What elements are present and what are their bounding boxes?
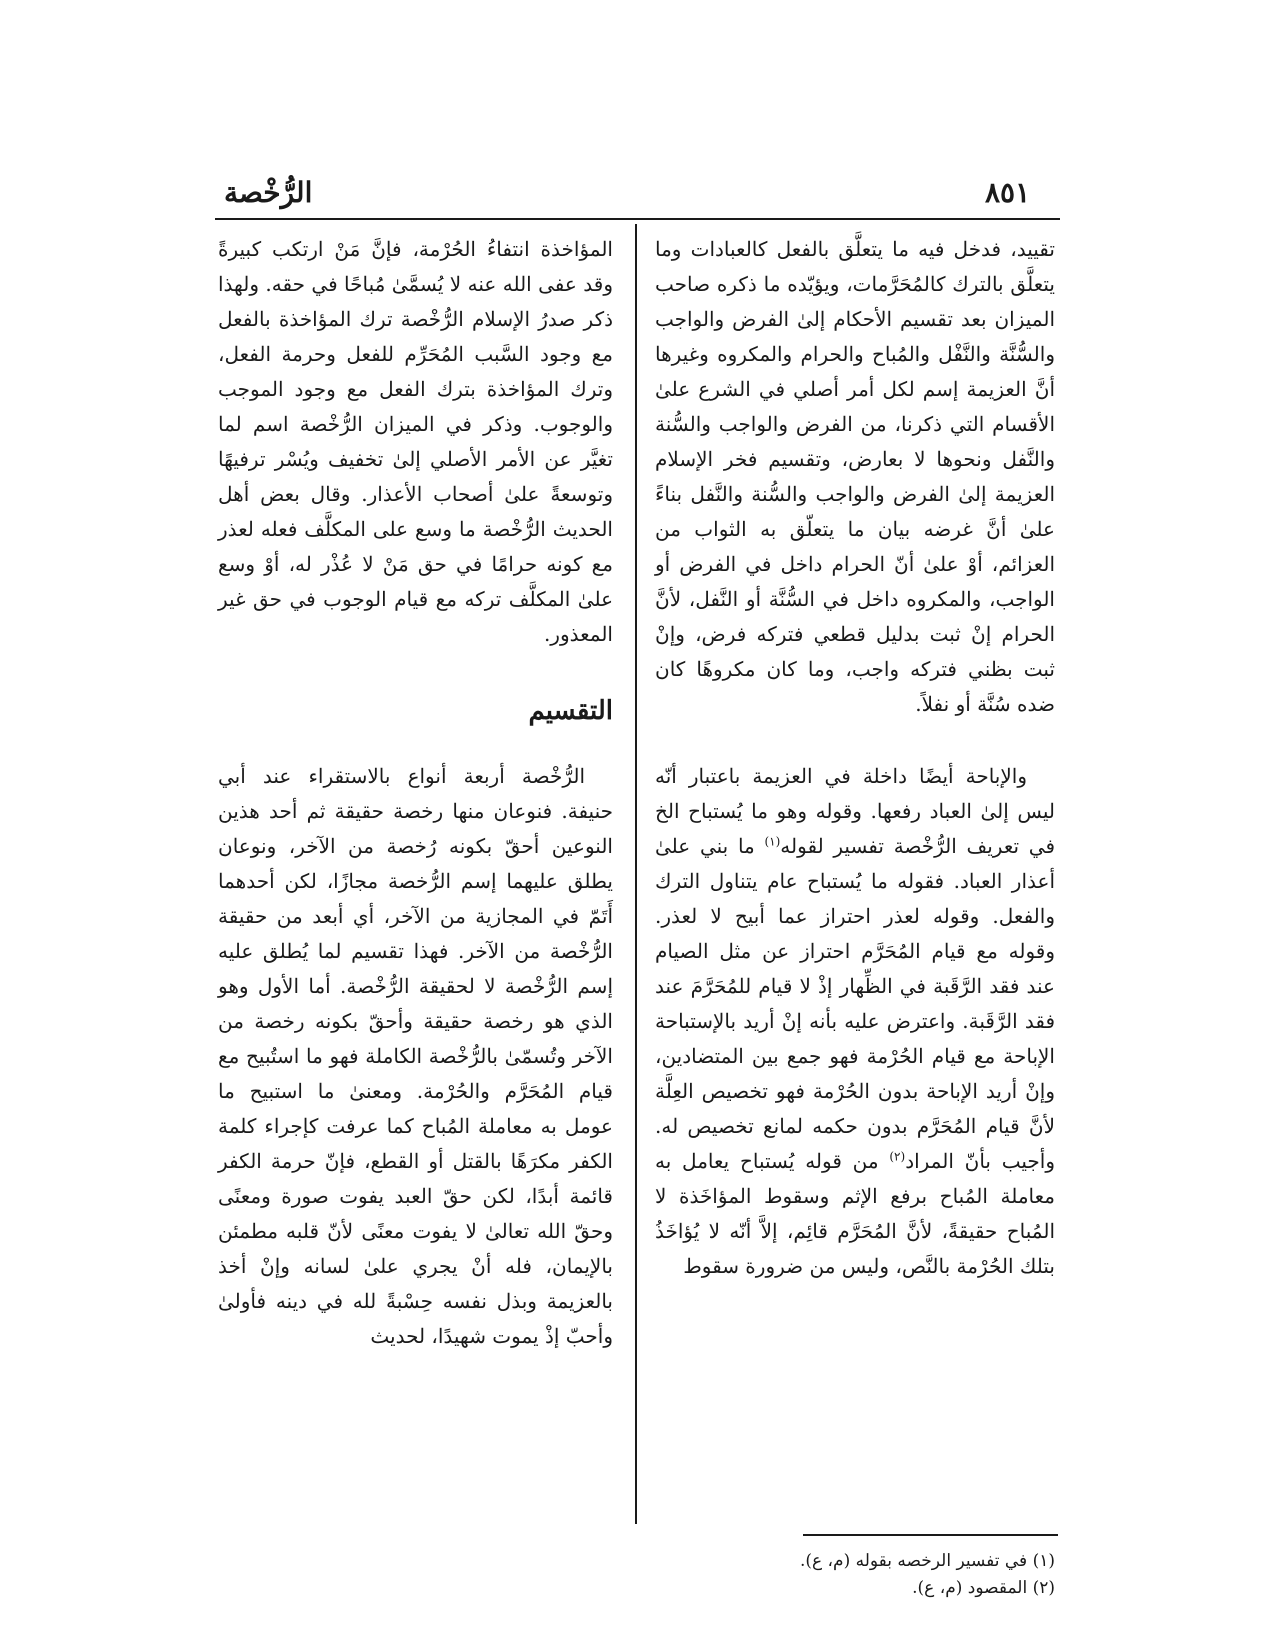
left-column (218, 232, 613, 1354)
right-paragraph-1: تقييد، فدخل فيه ما يتعلَّق بالفعل كالعبادات وما يتعلَّق بالترك كالمُحَرَّمات، ويؤيّده ما ذكره صاحب الميزان بعد تقسيم الأحكام إلىٰ الفرض والواجب والسُّنَّة والنَّفْل والمُباح والحرام والمكروه وغيرها أنَّ العزيمة إسم لكل أمر أصلي في الشرع علىٰ الأقسام التي ذكرنا، من الفرض والواجب والسُّنة والنَّفل ونحوها لا بعارض، وتقسيم فخر الإسلام العزيمة إلىٰ الفرض والواجب والسُّنة والنَّفل بناءً علىٰ أنَّ غرضه بيان ما يتعلّق به الثواب من العزائم، أوْ علىٰ أنّ الحرام داخل في الفرض أو الواجب، والمكروه داخل في السُّنَّة أو النَّفل، لأنَّ الحرام إنْ ثبت بدليل قطعي فتركه فرض، وإنْ ثبت بظني فتركه واجب، وما كان مكروهًا كان ضده سُنَّة أو نفلاً. (655, 237, 1055, 716)
right-column (655, 232, 1055, 1284)
running-title: الرُّخْصة (224, 176, 313, 209)
right-paragraph-2-part-2: ما بني علىٰ أعذار العباد. فقوله ما يُستباح عام يتناول الترك والفعل. وقوله لعذر احتراز عما أبيح لا لعذر. وقوله مع قيام المُحَرَّم احتراز عن مثل الصيام عند فقد الرَّقَبة في الظِّهار إذْ لا قيام للمُحَرَّمَ عند فقد الرَّقَبة. واعترض عليه بأنه إنْ أريد بالإستباحة الإباحة مع قيام الحُرْمة فهو جمع بين المتضادين، وإنْ أريد الإباحة بدون الحُرْمة فهو تخصيص العِلَّة لأنَّ قيام المُحَرَّم بدون حكمه لمانع تخصيص له. وأجيب بأنّ المراد (655, 834, 1056, 1173)
left-paragraph-1: المؤاخذة انتفاءُ الحُرْمة، فإنَّ مَنْ ارتكب كبيرةً وقد عفى الله عنه لا يُسمَّىٰ مُباحًا في حقه. ولهذا ذكر صدرُ الإسلام الرُّخْصة ترك المؤاخذة بالفعل مع وجود السَّبب المُحَرِّم للفعل وحرمة الفعل، وترك المؤاخذة بترك الفعل مع وجود الموجب والوجوب. وذكر في الميزان الرُّخْصة اسم لما تغيَّر عن الأمر الأصلي إلىٰ تخفيف ويُسْر ترفيهًا وتوسعةً علىٰ أصحاب الأعذار. وقال بعض أهل الحديث الرُّخْصة ما وسع على المكلَّف فعله لعذر مع كونه حرامًا في حق مَنْ لا عُذْر له، أوْ وسع علىٰ المكلَّف تركه مع قيام الوجوب في حق غير المعذور. (218, 237, 613, 646)
right-paragraph-2 (655, 759, 1055, 1284)
footnote-marker-2[interactable]: (٢) (889, 1149, 906, 1164)
footnote-rule (803, 1534, 1058, 1536)
footnotes (655, 1548, 1055, 1602)
footnote-2: (٢) المقصود (م، ع). (912, 1578, 1055, 1598)
footnote-marker-1[interactable]: (١) (764, 834, 781, 849)
section-heading: التقسيم (528, 696, 613, 726)
column-divider (635, 224, 637, 1524)
footnote-1: (١) في تفسير الرخصه بقوله (م، ع). (799, 1551, 1055, 1571)
paragraph-gap (655, 722, 1055, 759)
header-rule (215, 218, 1060, 220)
left-paragraph-2: الرُّخْصة أربعة أنواع بالاستقراء عند أبي حنيفة. فنوعان منها رخصة حقيقة ثم أحد هذين النوعين أحقّ بكونه رُخصة من الآخر، ونوعان يطلق عليهما إسم الرُّخصة مجازًا، لكن أحدهما أَتَمّ في المجازية من الآخر، أي أبعد من حقيقة الرُّخْصة من الآخر. فهذا تقسيم لما يُطلق عليه إسم الرُّخْصة لا لحقيقة الرُّخْصة. أما الأول وهو الذي هو رخصة حقيقة وأحقّ بكونه رخصة من الآخر وتُسمّىٰ بالرُّخْصة الكاملة فهو ما استُبيح مع قيام المُحَرَّم والحُرْمة. ومعنىٰ ما استبيح ما عومل به معاملة المُباح كما عرفت كإجراء كلمة الكفر مكرَهًا بالقتل أو القطع، فإنّ حرمة الكفر قائمة أبدًا، لكن حقّ العبد يفوت صورة ومعنًى وحقّ الله تعالىٰ لا يفوت معنًى لأنّ قلبه مطمئن بالإيمان، فله أنْ يجري علىٰ لسانه وإنْ أخذ بالعزيمة وبذل نفسه حِسْبةً لله في دينه فأولىٰ وأحبّ إذْ يموت شهيدًا، لحديث (218, 764, 613, 1348)
page-number: ٨٥١ (985, 176, 1031, 209)
right-paragraph-2-part-3: من قوله يُستباح يعامل به معاملة المُباح برفع الإثم وسقوط المؤاخَذة لا المُباح حقيقةً، لأنَّ المُحَرَّم قائِم، إلاَّ أنّه لا يُؤاخَذُ بتلك الحُرْمة بالنَّص، وليس من ضرورة سقوط (655, 1149, 1055, 1278)
right-paragraph-2-part-1: والإباحة أيضًا داخلة في العزيمة باعتبار أنّه ليس إلىٰ العباد رفعها. وقوله وهو ما يُستباح الخ في تعريف الرُّخْصة تفسير لقوله (655, 764, 1056, 858)
